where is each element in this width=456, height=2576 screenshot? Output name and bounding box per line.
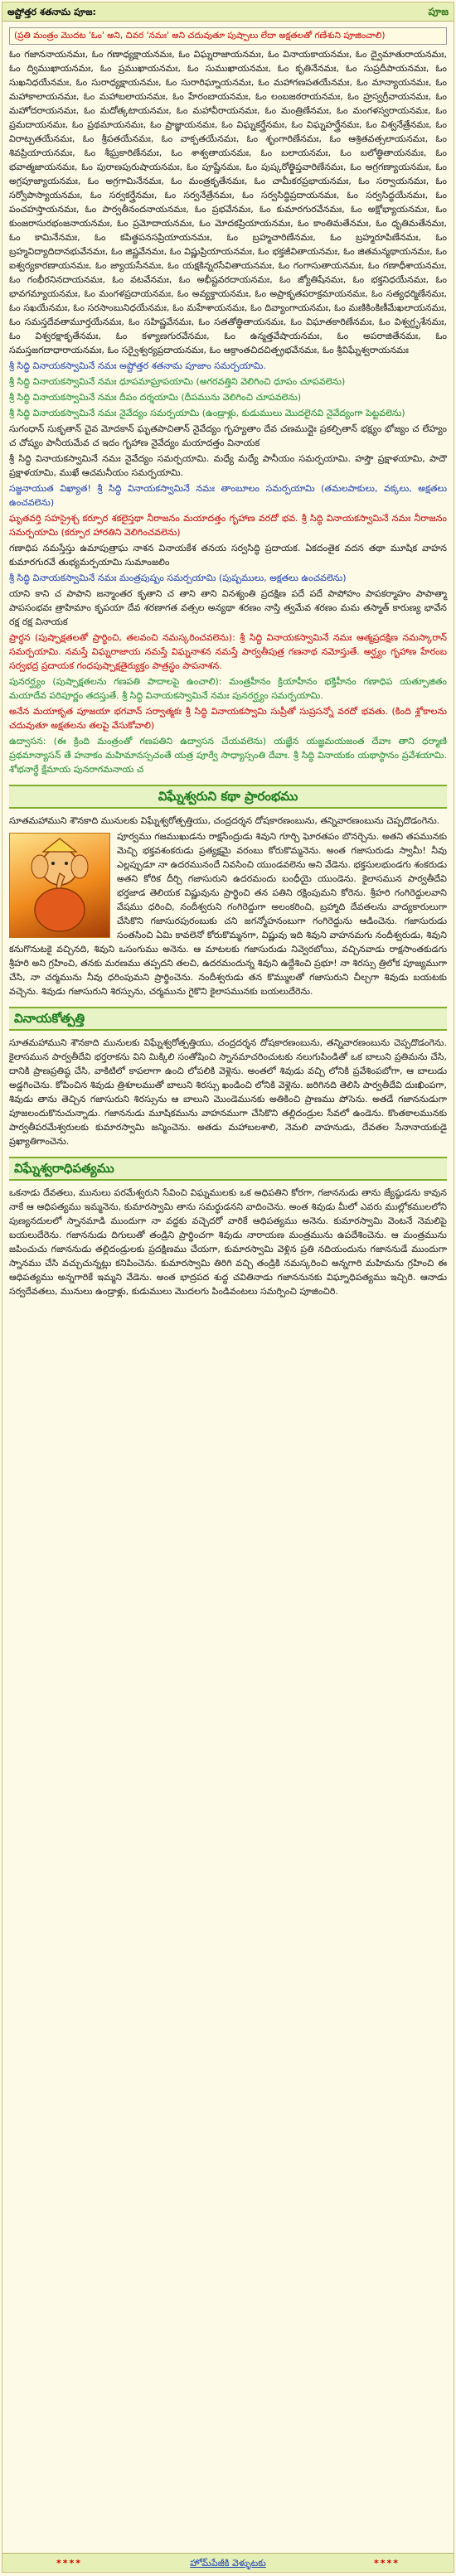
puja-step-text: సజ్జనాయుత విఖ్యాత! శ్రీ సిద్ధి వినాయకస్వామినే నమః తాంబూలం సమర్పయామి (తమలపాకులు, వక్కలు, అక్షతలు ఉంచవలెను) bbox=[9, 483, 447, 508]
puja-step-text: ఘృతవర్తి సహస్రైశ్చ కర్పూర శకలైస్తథా నీరాజనం మయాదత్తం గృహాణ వరదో భవ. శ్రీ సిద్ధి వినాయకస్వామినే నమః నీరాజనం సమర్పయామి (కర్పూర హారతిని వెలిగించవలెను) bbox=[9, 513, 447, 538]
top-bar bbox=[2, 2, 454, 22]
puja-step bbox=[9, 734, 447, 776]
puja-step bbox=[9, 452, 447, 480]
puja-step bbox=[9, 674, 447, 703]
footer-stars-right: **** bbox=[373, 2557, 400, 2569]
content bbox=[2, 22, 454, 1303]
puja-step bbox=[9, 422, 447, 450]
adhipatya-story: ఒకనాడు దేవతలు, మునులు పరమేశ్వరుని సేవించి విఘ్నములకు ఒక అధిపతిని కోరగా, గజాననుడు తాను జ్యేష్ఠుడను కావున నాకే ఆ ఆధిపత్యము ఇమ్మనెను, కుమారస్వామి తాను సమర్థుడనని వాదించెను. అంత శివుడు మీలో ఎవరు ముల్లోకములలోని పుణ్యనదులలో స్నానమాడి ముందుగా నా వద్దకు వచ్చెదరో వారికే ఆధిపత్యము అనెను. కుమారస్వామి వెంటనే నెమలిపై బయలుదేరెను. గజాననుడు దిగులుతో తండ్రిని ప్రార్థించగా శివుడు నారాయణ మంత్రమును ఉపదేశించెను. ఆ మంత్రమును జపించుచు గజాననుడు తల్లిదండ్రులకు ప్రదక్షిణము చేయగా, కుమారస్వామి వెళ్లిన ప్రతి నదియందును గజాననుడే ముందుగా స్నానము చేసి వచ్చుచున్నట్లు కనిపించెను. కుమారస్వామి తిరిగి వచ్చి తండ్రికి నమస్కరించి అన్నగారి మహిమను గ్రహించి ఈ ఆధిపత్యము అన్నగారికే ఇమ్మని వేడెను. అంత భాద్రపద శుద్ధ చవితినాడు గజాననునకు విఘ్నాధిపత్యము ఇచ్చిరి. ఆనాడు సర్వదేవతలు, మునులు ఉండ్రాళ్లు, కుడుములు మొదలగు పిండివంటలు సమర్పించి పూజించిరి. bbox=[9, 1187, 447, 1297]
puja-step-text: శ్రీ సిద్ధి వినాయకస్వామినే నమః మంత్రపుష్పం సమర్పయామి (పుష్పములు, అక్షతలు ఉంచవలెను) bbox=[9, 573, 347, 583]
katha-story: పూర్వము గజముఖుడను రాక్షసేంద్రుడు శివుని గూర్చి ఘోరతపం బొనర్చెను. అతని తపమునకు మెచ్చి భక్తవశంకరుడు ప్రత్యక్షమై వరంబు కోరుకొమ్మనెను. అంత గజాసురుడు స్వామీ! నీవు ఎల్లప్పుడూ నా ఉదరమునందే నివసించి యుండవలెను అని వేడెను. భక్తసులభుండగు శంకరుడు అతని కోరిక దీర్చి గజాసురుని ఉదరమందు బంధీయై యుండెను. కైలాసమున పార్వతీదేవి భర్తజాడ తెలియక విష్ణువును ప్రార్థించి తన పతిని రక్షింపుమని కోరెను. శ్రీహరి గంగిరెద్దులవాని వేషము ధరించి, నందీశ్వరుని గంగిరెద్దుగా అలంకరించి, బ్రహ్మాది దేవతలను వాద్యకారులుగా చేసికొని గజాసురపురంబుకు చని జగన్మోహనంబుగా గంగిరెద్దును ఆడించెను. గజాసురుడు సంతసించి ఏమి కావలెనో కోరుకొమ్మనగా, విష్ణువు ఇది శివుని వాహనమగు నందీశ్వరుడు, శివుని కనుగొనుటకై వచ్చినది, శివుని ఒసంగుము అనెను. ఆ మాటలకు గజాసురుడు నివ్వెరబోయి, వచ్చినవాడు రాక్షసాంతకుడగు శ్రీహరి అని గ్రహించి, తనకు మరణము తప్పదని తలచి, ఉదరమందున్న శివుని ఉద్దేశించి ప్రభూ! నా శిరస్సు త్రిలోక పూజ్యముగా చేసి, నా చర్మమును నీవు ధరింపుమని ప్రార్థించెను. నందీశ్వరుడు తన కొమ్ములతో గజాసురుని చీల్చగా శివుడు బయటకు వచ్చెను. శివుడు గజాసురుని శిరస్సును, చర్మమును గైకొని కైలాసమునకు బయలుదేరెను. bbox=[9, 831, 447, 997]
puja-step-text: శ్రీ సిద్ధి వినాయకస్వామినే నమః ధూపమాఘ్రాపయామి (అగరవత్తిని వెలిగించి ధూపం చూపవలెను) bbox=[9, 376, 346, 387]
puja-step-text: శ్రీ సిద్ధి వినాయకస్వామినే నమః నైవేద్యం సమర్పయామి. మధ్యే మధ్యే పానీయం సమర్పయామి. హస్తౌ ప్రక్షాళయామి, పాదౌ ప్రక్షాళయామి, ముఖే ఆచమనీయం సమర్పయామి. bbox=[9, 453, 447, 478]
puja-step-text: అనేన మయాకృత పూజయా భగవాన్ సర్వాత్మకః శ్రీ సిద్ధి వినాయకస్వామి సుప్రీతో సుప్రసన్నో వరదో భవతు. (కింది శ్లోకాలను చదువుతూ అక్షతలను తలపై వేసుకోవాలి) bbox=[9, 706, 447, 731]
katha-intro: సూతమహాముని శౌనకాది మునులకు విఘ్నేశ్వరోత్పత్తియు, చంద్రదర్శన దోషకారణంబును, తన్నివారణంబును చెప్పదొడంగెను. bbox=[9, 815, 440, 826]
puja-step bbox=[9, 541, 447, 569]
puja-step-text: సుగంధాన్ సుకృతాన్ చైవ మోదకాన్ ఘృతపాచితాన్ నైవేద్యం గృహ్యతాం దేవ చణముద్గైః ప్రకల్పితాన్ భక్ష్యం భోజ్యం చ లేహ్యం చ చోష్యం పానీయమేవ చ ఇదం గృహాణ నైవేద్యం మయాదత్తం వినాయక bbox=[9, 423, 447, 448]
puja-step-text: ప్రార్థన (పుష్పాక్షతలతో ప్రార్థించి, తలవంచి నమస్కరించవలెను): శ్రీ సిద్ధి వినాయకస్వామినే నమః ఆత్మప్రదక్షిణ నమస్కారాన్ సమర్పయామి. నమస్తే విఘ్నరాజాయ నమస్తే విఘ్ననాశన నమస్తే పార్వతీపుత్ర గణనాథ నమోస్తుతే. అర్ఘ్యం గృహాణ హేరంబ సర్వభద్ర ప్రదాయక గంధపుష్పాక్షతైర్యుక్తం పాత్రస్థం పాపనాశన. bbox=[9, 632, 447, 671]
homepage-link[interactable]: హోమ్‌పేజీకి వెళ్ళుటకు bbox=[190, 2557, 266, 2569]
puja-step bbox=[9, 359, 447, 373]
footer-bar bbox=[2, 2553, 454, 2572]
intro-note: (ప్రతి మంత్రం మొదట 'ఓం' అని, చివర 'నమః' అని చదువుతూ పుష్పాలు లేదా అక్షతలతో గణేశుని పూజించాలి) bbox=[9, 27, 447, 45]
puja-step-text: ఉద్వాసన: (ఈ క్రింది మంత్రంతో గణపతిని ఉద్వాసన చేయవలెను) యజ్ఞేన యజ్ఞమయజంత దేవాః తాని ధర్మాణి ప్రథమాన్యాసన్ తే హనాకం మహిమానస్సచంతే యత్ర పూర్వే సాధ్యాస్సంతి దేవాః. శ్రీ సిద్ధి వినాయకం యథాస్థానం ప్రవేశయామి. శోభనార్థే క్షేమాయ పునరాగమనాయ చ bbox=[9, 736, 447, 775]
section-heading-adhipatya: విఘ్నేశ్వరాధిపత్యము bbox=[9, 1157, 447, 1181]
ashtottara-names: ఓం గజాననాయనమః, ఓం గణాధ్యక్షాయనమః, ఓం విఘ్నరాజాయనమః, ఓం వినాయకాయనమః, ఓం ద్వైమాతురాయనమః, ఓం ద్విముఖాయనమః, ఓం ప్రముఖాయనమః, ఓం సుముఖాయనమః, ఓం కృతినేనమః, ఓం సుప్రదీపాయనమః, ఓం సుఖనిధయేనమః, ఓం సురాధ్యక్షాయనమః, ఓం సురారిఘ్నాయనమః, ఓం మహాగణపతయేనమః, ఓం మాన్యాయనమః, ఓం మహాకాలాయనమః, ఓం మహాబలాయనమః, ఓం హేరంబాయనమః, ఓం లంబజఠరాయనమః, ఓం హ్రస్వగ్రీవాయనమః, ఓం మహోదరాయనమః, ఓం మదోత్కటాయనమః, ఓం మహావీరాయనమః, ఓం మంత్రిణేనమః, ఓం మంగళస్వరాయనమః, ఓం ప్రమదాయనమః, ఓం ప్రథమాయనమః, ఓం ప్రాజ్ఞాయనమః, ఓం విఘ్నకర్త్రేనమః, ఓం విఘ్నహర్త్రేనమః, ఓం విశ్వనేత్రేనమః, ఓం విరాట్పతయేనమః, ఓం శ్రీపతయేనమః, ఓం వాక్పతయేనమః, ఓం శృంగారిణేనమః, ఓం ఆశ్రితవత్సలాయనమః, ఓం శివప్రియాయనమః, ఓం శీఘ్రకారిణేనమః, ఓం శాశ్వతాయనమః, ఓం బలాయనమః, ఓం బలోత్థితాయనమః, ఓం భవాత్మజాయనమః, ఓం పురాణపురుషాయనమః, ఓం పూష్ణేనమః, ఓం పుష్కరోత్క్షిప్తవారిణేనమః, ఓం అగ్రగణ్యాయనమః, ఓం అగ్రపూజ్యాయనమః, ఓం అగ్రగామినేనమః, ఓం మంత్రకృతేనమః, ఓం చామీకరప్రభాయనమః, ఓం సర్వాయనమః, ఓం సర్వోపాస్యాయనమః, ఓం సర్వకర్త్రేనమః, ఓం సర్వనేత్రేనమః, ఓం సర్వసిద్ధిప్రదాయనమః, ఓం సర్వసిద్ధయేనమః, ఓం పంచహస్తాయనమః, ఓం పార్వతీనందనాయనమః, ఓం ప్రభవేనమః, ఓం కుమారగురవేనమః, ఓం అక్షోభ్యాయనమః, ఓం కుంజరాసురభంజనాయనమః, ఓం ప్రమోదాయనమః, ఓం మోదకప్రియాయనమః, ఓం కాంతిమతేనమః, ఓం ధృతిమతేనమః, ఓం కామినేనమః, ఓం కపిత్థపనసప్రియాయనమః, ఓం బ్రహ్మచారిణేనమః, ఓం బ్రహ్మరూపిణేనమః, ఓం బ్రహ్మవిద్యాదిదానభువేనమః, ఓం జిష్ణవేనమః, ఓం విష్ణుప్రియాయనమః, ఓం భక్తజీవితాయనమః, ఓం జితమన్మథాయనమః, ఓం ఐశ్వర్యకారణాయనమః, ఓం జ్యాయసేనమః, ఓం యక్షకిన్నరసేవితాయనమః, ఓం గంగాసుతాయనమః, ఓం గణాధీశాయనమః, ఓం గంభీరనినదాయనమః, ఓం వటవేనమః, ఓం అభీష్టవరదాయనమః, ఓం జ్యోతిషేనమః, ఓం భక్తనిధయేనమః, ఓం భావగమ్యాయనమః, ఓం మంగళప్రదాయనమః, ఓం అవ్యక్తాయనమః, ఓం అప్రాకృతపరాక్రమాయనమః, ఓం సత్యధర్మిణేనమః, ఓం సఖయేనమః, ఓం సరసాంబునిధయేనమః, ఓం మహేశాయనమః, ఓం దివ్యాంగాయనమః, ఓం మణికింకిణీమేఖలాయనమః, ఓం సమస్తదేవతామూర్తయేనమః, ఓం సహిష్ణవేనమః, ఓం సతతోత్థితాయనమః, ఓం విఘాతకారిణేనమః, ఓం విశ్వగ్దృశేనమః, ఓం విశ్వరక్షాకృతేనమః, ఓం కళ్యాణగురవేనమః, ఓం ఉన్మత్తవేషాయనమః, ఓం అపరాజితేనమః, ఓం సమస్తజగదాధారాయనమః, ఓం సర్వైశ్వర్యప్రదాయనమః, ఓం ఆక్రాంతచిదచిత్ప్రభవేనమః, ఓం శ్రీవిఘ్నేశ్వరాయనమః bbox=[9, 49, 447, 355]
janana-story: సూతమహాముని శౌనకాది మునులకు విఘ్నేశ్వరోత్పత్తియు, చంద్రదర్శన దోషకారణంబును, తన్నివారణంబును చెప్పదొడంగెను. కైలాసమున పార్వతీదేవి భర్తరాకను విని మిక్కిలి సంతోషించి స్నానమాచరించుటకు నలుగుపిండితో ఒక బాలుని ప్రతిమను చేసి, దానికి ప్రాణప్రతిష్ఠ చేసి, వాకిటిలో కాపలాగా ఉంచి లోపలికి వెళ్లెను. అంతలో శివుడు వచ్చి లోనికి ప్రవేశింపబోగా, ఆ బాలుడు అడ్డగించెను. కోపించిన శివుడు త్రిశూలముతో బాలుని శిరస్సు ఖండించి లోనికి వెళ్లెను. జరిగినది తెలిసి పార్వతీదేవి దుఃఖింపగా, శివుడు తాను తెచ్చిన గజాసురుని శిరస్సును ఆ బాలుని మొండెమునకు అతికించి ప్రాణము పోసెను. అతడే గజాననుడుగా పూజలందుకొనుచున్నాడు. గజాననుడు మూషికమును వాహనముగా చేసికొని తల్లిదండ్రుల సేవలో ఉండెను. కొంతకాలమునకు పార్వతీపరమేశ్వరులకు కుమారస్వామి జన్మించెను. అతడు మహాబలశాలి, నెమలి వాహనుడు, దేవతల సేనానాయకుడై ప్రఖ్యాతిగాంచెను. bbox=[9, 1037, 447, 1147]
puja-step-text: పునరర్ఘ్యం (పుష్పాక్షతలను గణపతి పాదాలపై ఉంచాలి): మంత్రహీనం క్రియాహీనం భక్తిహీనం గణాధిప యత్పూజితం మయాదేవ పరిపూర్ణం తదస్తుతే. శ్రీ సిద్ధి వినాయకస్వామినే నమః పునరర్ఘ్యం సమర్పయామి. bbox=[9, 676, 447, 701]
puja-step-text: శ్రీ సిద్ధి వినాయకస్వామినే నమః అష్టోత్తర శతనామ పూజాం సమర్పయామి. bbox=[9, 360, 266, 371]
puja-step bbox=[9, 481, 447, 510]
puja-step bbox=[9, 406, 447, 420]
page bbox=[2, 2, 454, 2573]
footer-stars-left: **** bbox=[56, 2557, 83, 2569]
puja-step bbox=[9, 587, 447, 629]
puja-step bbox=[9, 390, 447, 404]
section-heading-janana: వినాయకోత్పత్తి bbox=[9, 1007, 447, 1031]
puja-steps bbox=[9, 359, 447, 776]
header-subtitle: అష్టోత్తర శతనామ పూజ: bbox=[7, 6, 96, 17]
ganesha-illustration bbox=[10, 834, 109, 937]
puja-step bbox=[9, 704, 447, 732]
puja-step-text: శ్రీ సిద్ధి వినాయకస్వామినే నమః నైవేద్యం సమర్పయామి (ఉండ్రాళ్లు, కుడుములు మొదలైనవి నైవేద్యంగా పెట్టవలెను) bbox=[9, 408, 405, 418]
puja-step-text: యాని కాని చ పాపాని జన్మాంతర కృతాని చ తాని తాని వినశ్యంతి ప్రదక్షిణ పదే పదే పాపోహం పాపకర్మాహం పాపాత్మా పాపసంభవః త్రాహిమాం కృపయా దేవ శరణాగత వత్సల అన్యథా శరణం నాస్తి త్వమేవ శరణం మమ తస్మాత్ కారుణ్య భావేన రక్ష రక్ష వినాయక bbox=[9, 588, 447, 627]
puja-step-text: శ్రీ సిద్ధి వినాయకస్వామినే నమః దీపం దర్శయామి (దీపమును వెలిగించి చూపవలెను) bbox=[9, 392, 302, 403]
section-heading-katha: విఘ్నేశ్వరుని కథా ప్రారంభము bbox=[9, 785, 447, 809]
puja-step bbox=[9, 631, 447, 673]
header-title: పూజ bbox=[428, 5, 449, 17]
puja-step bbox=[9, 375, 447, 389]
puja-step bbox=[9, 511, 447, 539]
ganesha-image bbox=[9, 833, 110, 938]
puja-step bbox=[9, 571, 447, 585]
puja-step-text: గణాధిప నమస్తేస్తు ఉమాపుత్రాఘ నాశన వినాయకేశ తనయ సర్వసిద్ధి ప్రదాయక. ఏకదంతైక వదన తథా మూషిక వాహన కుమారగురవే తుభ్యమర్పయామి సుమాంజలిం bbox=[9, 543, 447, 568]
